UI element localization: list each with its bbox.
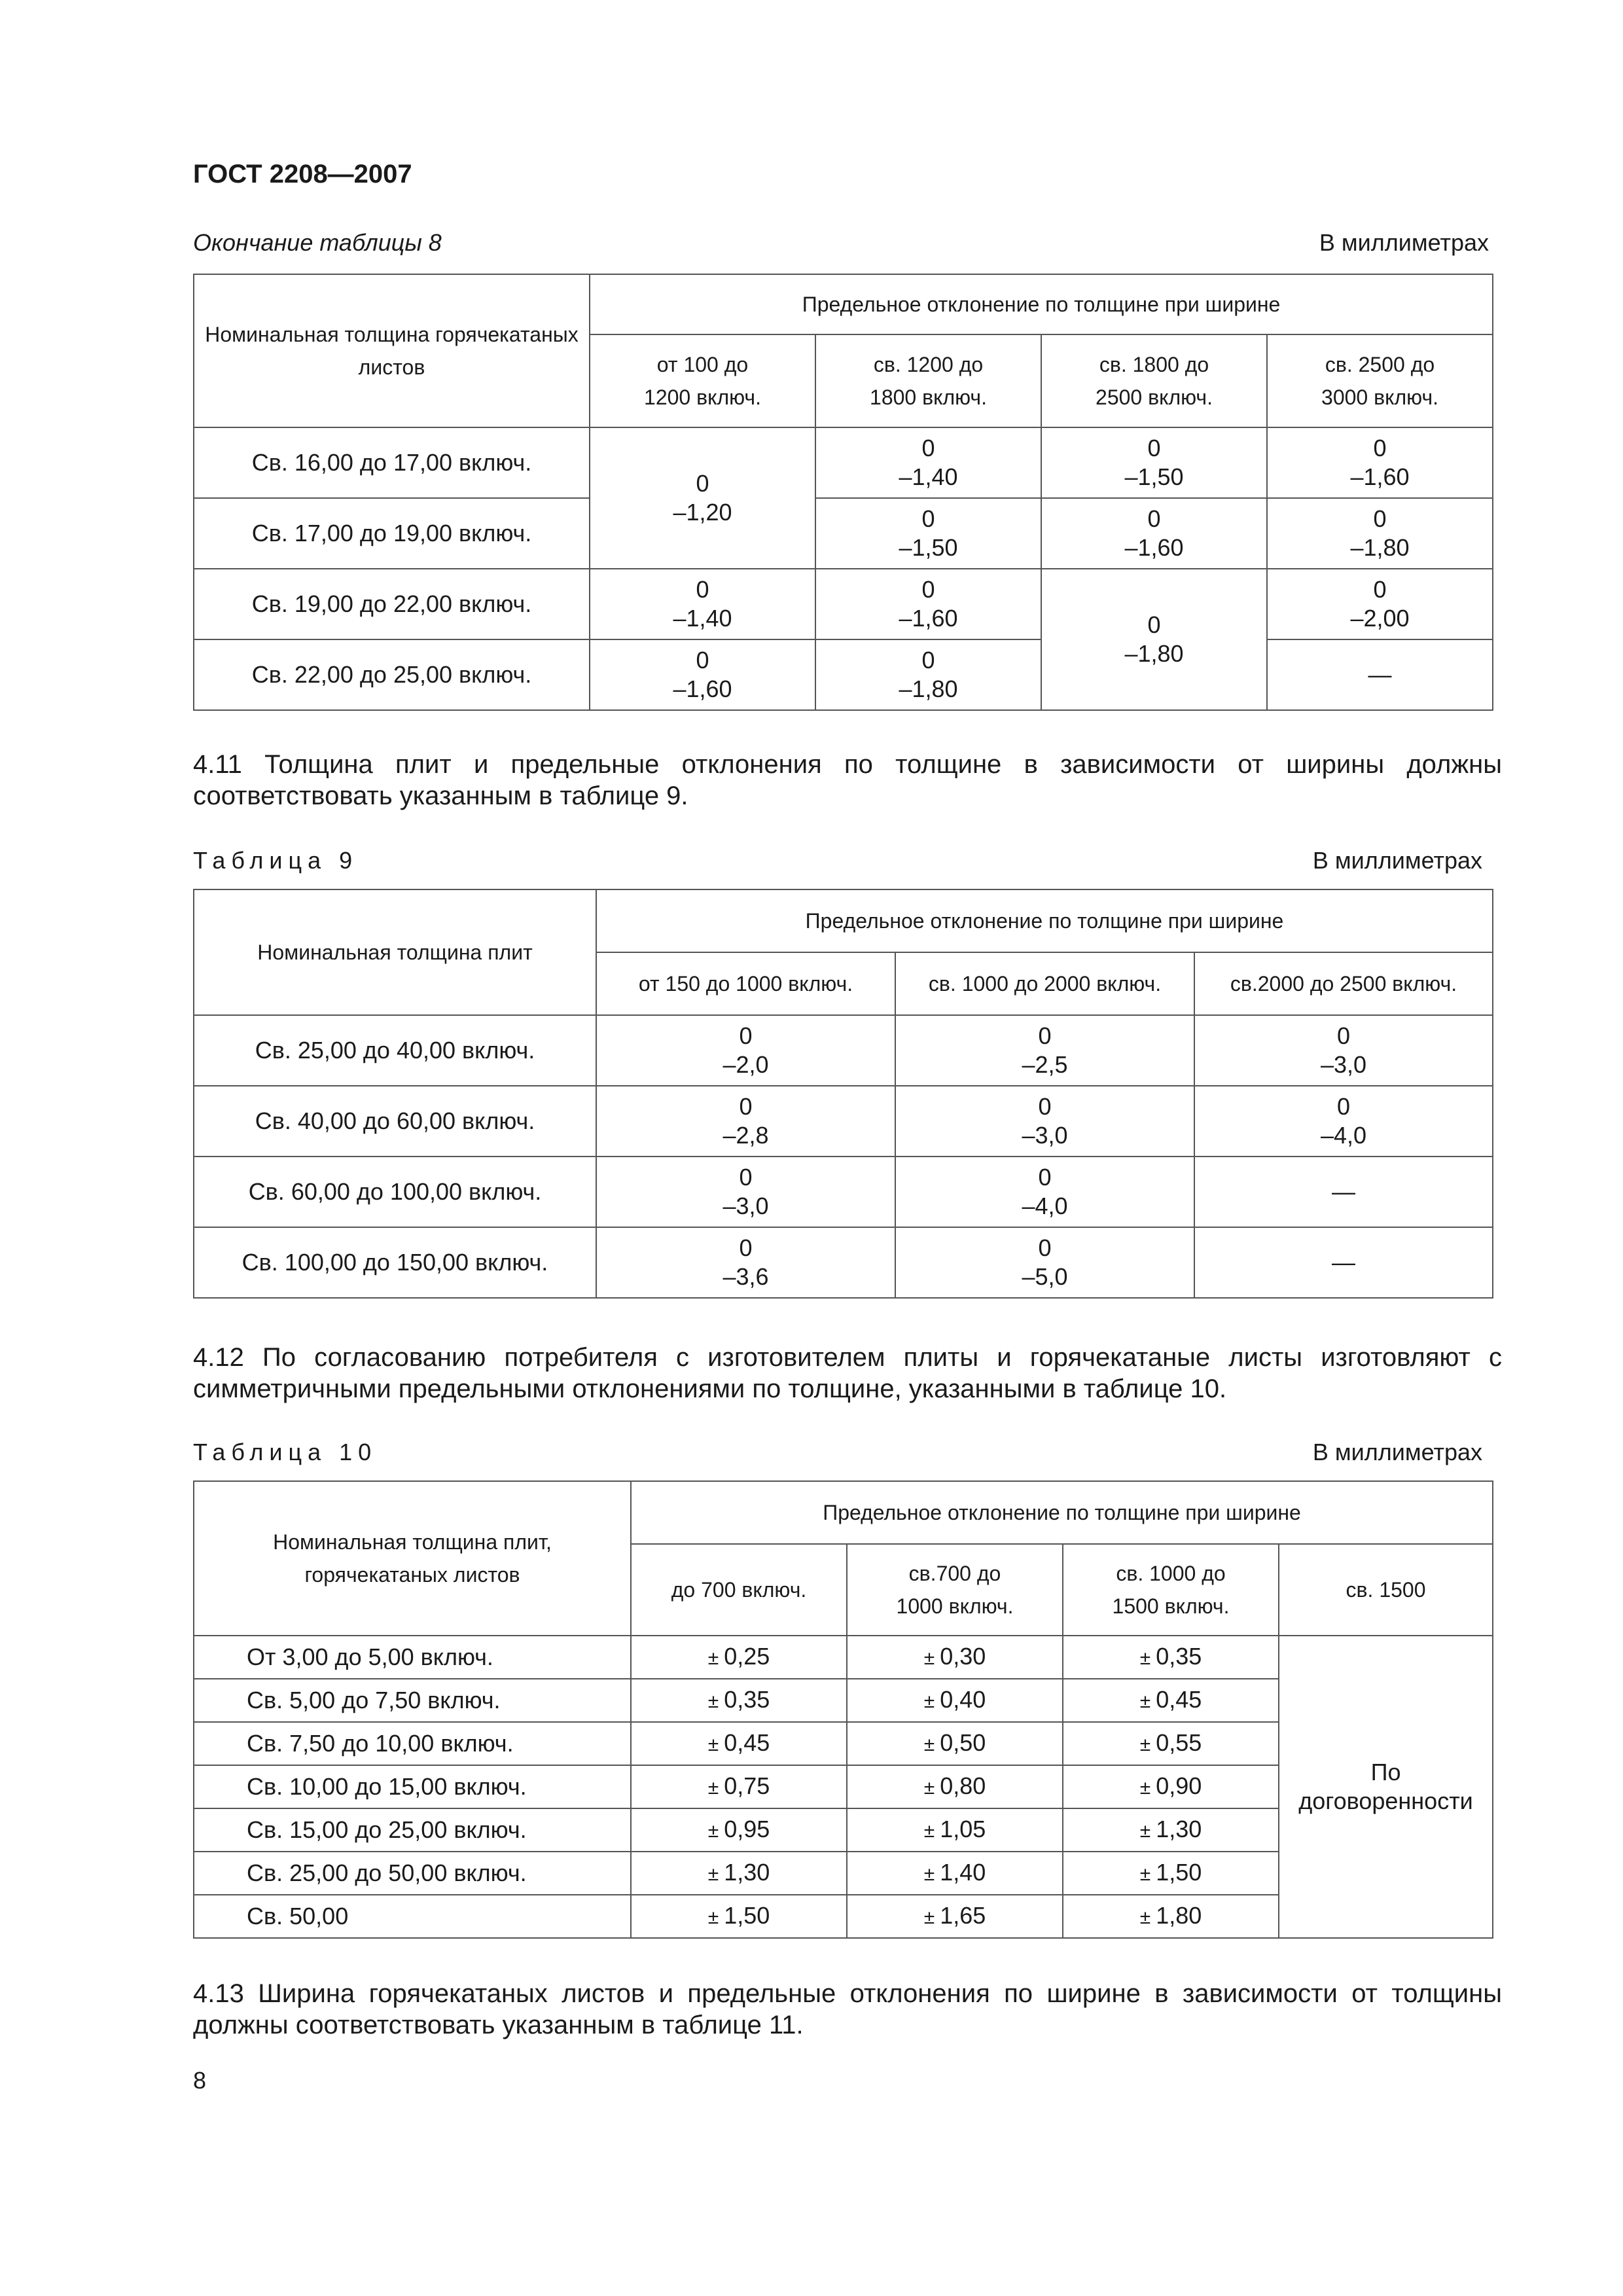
table8-width-4: св. 2500 до 3000 включ.	[1267, 334, 1493, 427]
table8-col-header	[194, 274, 590, 427]
table10-width-1: до 700 включ.	[631, 1544, 847, 1636]
table10-cell	[847, 1852, 1063, 1895]
table9-col-header: Номинальная толщина плит	[194, 889, 596, 1015]
table10-cell	[631, 1808, 847, 1852]
table10-width-4: св. 1500	[1279, 1544, 1493, 1636]
table9-cell: —	[1194, 1157, 1493, 1227]
table9-cell: 0 –3,0	[895, 1086, 1194, 1157]
table9-row-label: Св. 25,00 до 40,00 включ.	[194, 1015, 596, 1086]
standard-title: ГОСТ 2208—2007	[193, 160, 412, 188]
table8-cell: 0 –1,40	[590, 569, 815, 639]
table10-value: 1,50	[724, 1901, 770, 1929]
table8-width-2: св. 1200 до 1800 включ.	[815, 334, 1041, 427]
plus-minus-sign: ±	[1139, 1776, 1151, 1799]
table10-cell	[631, 1852, 847, 1895]
table10-value: 1,40	[940, 1858, 986, 1886]
table10-row-label: Св. 15,00 до 25,00 включ.	[194, 1808, 631, 1852]
table9-caption: Таблица 9	[193, 847, 359, 874]
table10-cell	[847, 1808, 1063, 1852]
table10-caption: Таблица 10	[193, 1439, 378, 1465]
table10-value: 0,90	[1156, 1772, 1202, 1799]
table10-value: 1,05	[940, 1815, 986, 1842]
table10-width-2: св.700 до 1000 включ.	[847, 1544, 1063, 1636]
table8-width-1: от 100 до 1200 включ.	[590, 334, 815, 427]
table10-value: 1,30	[1156, 1815, 1202, 1842]
table8-cell: 0 –1,60	[590, 639, 815, 710]
table9-row-label: Св. 60,00 до 100,00 включ.	[194, 1157, 596, 1227]
table9-width-2: св. 1000 до 2000 включ.	[895, 952, 1194, 1015]
table8-cell: 0 –1,80	[1267, 498, 1493, 569]
plus-minus-sign: ±	[923, 1690, 935, 1712]
table10-value: 0,45	[1156, 1685, 1202, 1713]
table9-cell: 0 –2,8	[596, 1086, 895, 1157]
plus-minus-sign: ±	[1139, 1906, 1151, 1928]
table10-cell	[847, 1679, 1063, 1722]
table10-value: 0,35	[724, 1685, 770, 1713]
plus-minus-sign: ±	[923, 1733, 935, 1755]
plus-minus-sign: ±	[707, 1647, 719, 1669]
plus-minus-sign: ±	[707, 1820, 719, 1842]
table10-cell	[1063, 1852, 1279, 1895]
table10-col-header: Номинальная толщина плит, горячекатаных листов	[194, 1481, 631, 1636]
table8-row-label: Св. 22,00 до 25,00 включ.	[194, 639, 590, 710]
plus-minus-sign: ±	[1139, 1863, 1151, 1885]
plus-minus-sign: ±	[707, 1906, 719, 1928]
table9-cell: 0 –2,5	[895, 1015, 1194, 1086]
table8-cell: 0 –1,60	[815, 569, 1041, 639]
table9-units: В миллиметрах	[1312, 847, 1482, 874]
table10-value: 0,50	[940, 1729, 986, 1756]
table10-row-label: Св. 5,00 до 7,50 включ.	[194, 1679, 631, 1722]
table10-cell	[631, 1722, 847, 1765]
table8-cell: 0 –1,50	[1041, 427, 1267, 498]
plus-minus-sign: ±	[1139, 1733, 1151, 1755]
table10-value: 0,30	[940, 1642, 986, 1670]
table10-row-label: Св. 7,50 до 10,00 включ.	[194, 1722, 631, 1765]
table-8	[193, 274, 1493, 711]
table10-cell	[847, 1895, 1063, 1938]
table10-value: 0,25	[724, 1642, 770, 1670]
plus-minus-sign: ±	[707, 1776, 719, 1799]
page-number: 8	[193, 2067, 207, 2094]
table10-cell	[1063, 1722, 1279, 1765]
table10-value: 0,45	[724, 1729, 770, 1756]
table10-value: 0,35	[1156, 1642, 1202, 1670]
table9-cell: 0 –4,0	[1194, 1086, 1493, 1157]
table10-value: 1,30	[724, 1858, 770, 1886]
table10-group-header: Предельное отклонение по толщине при ширине	[631, 1481, 1493, 1544]
plus-minus-sign: ±	[1139, 1820, 1151, 1842]
table10-row-label: От 3,00 до 5,00 включ.	[194, 1636, 631, 1679]
table10-units: В миллиметрах	[1312, 1439, 1482, 1465]
table9-cell: 0 –3,0	[1194, 1015, 1493, 1086]
table-9	[193, 889, 1493, 1299]
table8-units: В миллиметрах	[1319, 229, 1489, 256]
table9-cell: —	[1194, 1227, 1493, 1298]
table8-width-3: св. 1800 до 2500 включ.	[1041, 334, 1267, 427]
plus-minus-sign: ±	[1139, 1647, 1151, 1669]
table9-width-1: от 150 до 1000 включ.	[596, 952, 895, 1015]
table10-cell	[1063, 1636, 1279, 1679]
table8-col-header-text: Номинальная толщина горячекатаных листов	[205, 323, 579, 379]
table10-cell	[847, 1722, 1063, 1765]
paragraph-4-13: 4.13 Ширина горячекатаных листов и предельные отклонения по ширине в зависимости от толщины должны соответствовать указанным в таблице 11.	[193, 1979, 1502, 2039]
table9-cell: 0 –2,0	[596, 1015, 895, 1086]
table10-row-label: Св. 10,00 до 15,00 включ.	[194, 1765, 631, 1808]
table8-cell: 0 –1,50	[815, 498, 1041, 569]
table10-cell	[631, 1895, 847, 1938]
table10-row-label: Св. 50,00	[194, 1895, 631, 1938]
table10-value: 0,80	[940, 1772, 986, 1799]
plus-minus-sign: ±	[923, 1820, 935, 1842]
table9-group-header: Предельное отклонение по толщине при ширине	[596, 889, 1493, 952]
plus-minus-sign: ±	[707, 1733, 719, 1755]
paragraph-4-12: 4.12 По согласованию потребителя с изготовителем плиты и горячекатаные листы изготовляют с симметричными предельными отклонениями по толщине, указанными в таблице 10.	[193, 1343, 1502, 1403]
plus-minus-sign: ±	[707, 1690, 719, 1712]
table10-width-3: св. 1000 до 1500 включ.	[1063, 1544, 1279, 1636]
table8-cell: 0 –1,20	[590, 427, 815, 569]
table10-cell	[1063, 1765, 1279, 1808]
table9-cell: 0 –5,0	[895, 1227, 1194, 1298]
table10-cell	[1063, 1895, 1279, 1938]
table10-row-label: Св. 25,00 до 50,00 включ.	[194, 1852, 631, 1895]
table10-value: 0,95	[724, 1815, 770, 1842]
table8-cell: 0 –1,80	[1041, 569, 1267, 710]
table10-value: 0,55	[1156, 1729, 1202, 1756]
table10-cell	[847, 1636, 1063, 1679]
table9-cell: 0 –4,0	[895, 1157, 1194, 1227]
table8-cell: 0 –1,80	[815, 639, 1041, 710]
paragraph-4-11: 4.11 Толщина плит и предельные отклонения по толщине в зависимости от ширины должны соответствовать указанным в таблице 9.	[193, 750, 1502, 810]
plus-minus-sign: ±	[707, 1863, 719, 1885]
table8-cell: 0 –1,40	[815, 427, 1041, 498]
table10-last-col: По договоренности	[1279, 1636, 1493, 1938]
table9-cell: 0 –3,6	[596, 1227, 895, 1298]
table9-row-label: Св. 40,00 до 60,00 включ.	[194, 1086, 596, 1157]
table9-cell: 0 –3,0	[596, 1157, 895, 1227]
table10-cell	[631, 1636, 847, 1679]
table8-cell: 0 –1,60	[1041, 498, 1267, 569]
table-10	[193, 1480, 1493, 1939]
table8-group-header: Предельное отклонение по толщине при ширине	[590, 274, 1493, 334]
table9-width-3: св.2000 до 2500 включ.	[1194, 952, 1493, 1015]
plus-minus-sign: ±	[1139, 1690, 1151, 1712]
table8-row-label: Св. 17,00 до 19,00 включ.	[194, 498, 590, 569]
table10-value: 1,50	[1156, 1858, 1202, 1886]
table10-cell	[631, 1679, 847, 1722]
table10-value: 0,40	[940, 1685, 986, 1713]
plus-minus-sign: ±	[923, 1863, 935, 1885]
table9-row-label: Св. 100,00 до 150,00 включ.	[194, 1227, 596, 1298]
plus-minus-sign: ±	[923, 1906, 935, 1928]
table8-caption: Окончание таблицы 8	[193, 229, 442, 256]
table10-cell	[631, 1765, 847, 1808]
table10-value: 1,65	[940, 1901, 986, 1929]
plus-minus-sign: ±	[923, 1776, 935, 1799]
table10-value: 1,80	[1156, 1901, 1202, 1929]
plus-minus-sign: ±	[923, 1647, 935, 1669]
table8-row-label: Св. 16,00 до 17,00 включ.	[194, 427, 590, 498]
table10-cell	[1063, 1679, 1279, 1722]
table10-cell	[1063, 1808, 1279, 1852]
table10-value: 0,75	[724, 1772, 770, 1799]
table8-cell: —	[1267, 639, 1493, 710]
table8-cell: 0 –2,00	[1267, 569, 1493, 639]
table8-cell: 0 –1,60	[1267, 427, 1493, 498]
table10-cell	[847, 1765, 1063, 1808]
table8-row-label: Св. 19,00 до 22,00 включ.	[194, 569, 590, 639]
